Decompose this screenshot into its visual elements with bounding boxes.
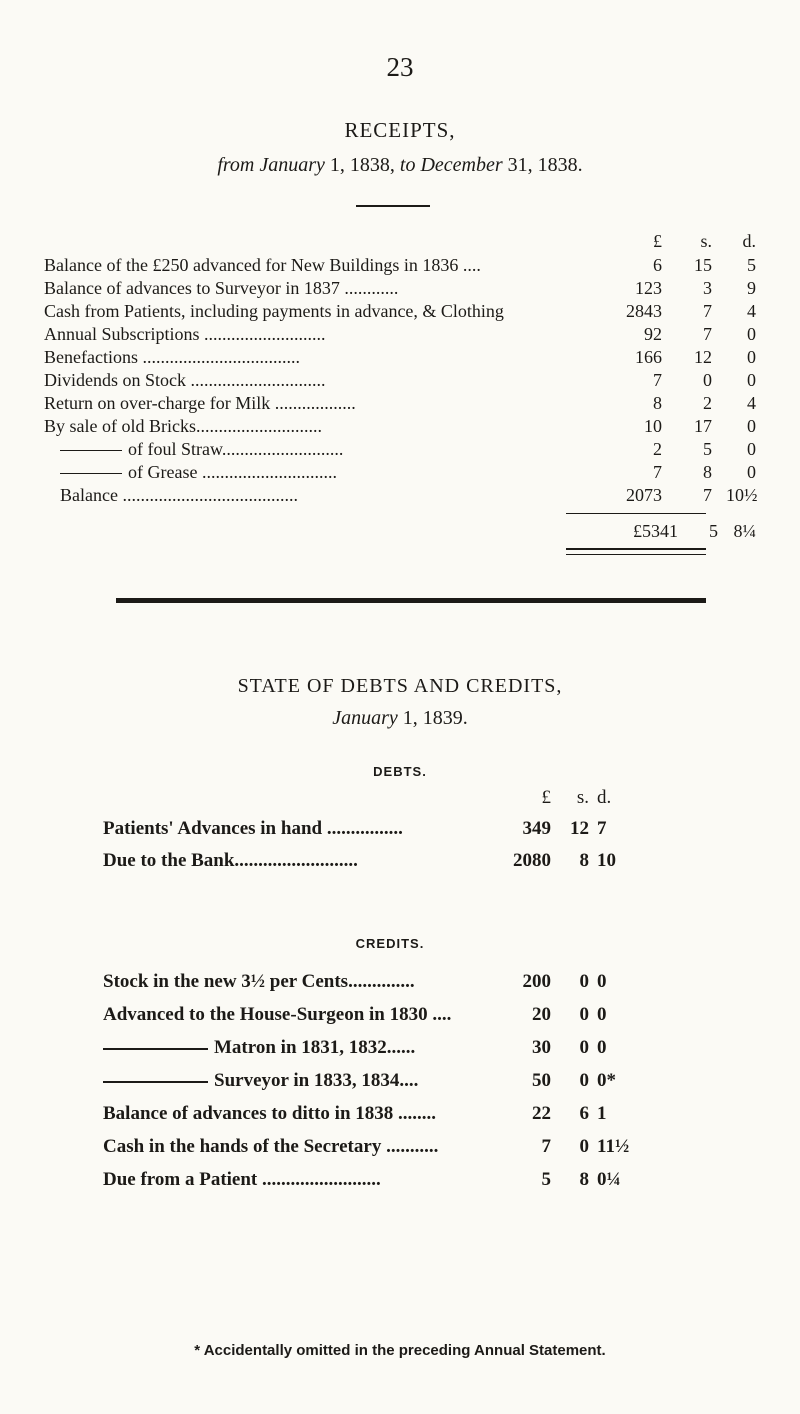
state-date-rest: 1, 1839. [402, 707, 468, 729]
row-pounds: 7 [653, 462, 662, 482]
row-shillings: 17 [694, 416, 712, 436]
table-row [103, 817, 703, 841]
table-row [103, 1168, 703, 1192]
header-shillings: s. [576, 787, 589, 808]
row-pence: 0* [597, 1070, 616, 1091]
ditto-dash [60, 450, 122, 451]
debts-heading: DEBTS. [373, 764, 427, 779]
row-pounds: 20 [532, 1004, 551, 1025]
header-pence: d. [597, 787, 612, 808]
table-row [103, 849, 703, 873]
row-label: Stock in the new 3½ per Cents.............. [103, 971, 415, 992]
table-row [44, 277, 756, 299]
row-shillings: 7 [703, 324, 712, 344]
row-label-text: Matron in 1831, 1832...... [214, 1037, 416, 1058]
row-pounds: 2 [653, 439, 662, 459]
row-label: Cash in the hands of the Secretary ........... [103, 1136, 439, 1157]
subtitle-start-month: January [259, 154, 325, 176]
row-label: Benefactions ................................... [44, 347, 300, 367]
row-shillings: 12 [694, 347, 712, 367]
header-pounds: £ [541, 787, 551, 808]
row-label-text: Surveyor in 1833, 1834.... [214, 1070, 419, 1091]
table-row [103, 970, 703, 994]
row-shillings: 0 [579, 1070, 589, 1091]
row-shillings: 15 [694, 255, 712, 275]
footnote: * Accidentally omitted in the preceding Annual Statement. [194, 1342, 606, 1359]
subtitle-to: to [399, 154, 416, 176]
state-date [0, 707, 800, 730]
row-shillings: 0 [703, 370, 712, 390]
table-row [44, 323, 756, 345]
row-shillings: 5 [703, 439, 712, 459]
row-shillings: 7 [703, 301, 712, 321]
total-rule [566, 513, 706, 514]
table-row [44, 415, 756, 437]
header-pounds: £ [653, 231, 662, 251]
subtitle-end-month: December [420, 154, 503, 176]
row-pence: 1 [597, 1103, 607, 1124]
row-pence: 0 [747, 370, 756, 390]
row-pounds: 10 [644, 416, 662, 436]
receipts-total-row [44, 520, 756, 542]
row-pounds: 5 [541, 1169, 551, 1190]
header-shillings: s. [700, 231, 712, 251]
row-label: Balance of advances to ditto in 1838 ........ [103, 1103, 437, 1124]
row-pounds: 2080 [513, 850, 551, 871]
table-row [44, 346, 756, 368]
row-pence: 9 [747, 278, 756, 298]
row-label: Return on over-charge for Milk .................. [44, 393, 356, 413]
row-pounds: 22 [532, 1103, 551, 1124]
row-shillings: 8 [703, 462, 712, 482]
header-pence: d. [742, 231, 756, 251]
row-shillings: 7 [703, 485, 712, 505]
table-row [103, 1003, 703, 1027]
row-shillings: 8 [579, 850, 589, 871]
row-label [103, 1036, 415, 1060]
receipts-title: RECEIPTS, [344, 118, 456, 142]
row-pence: 4 [747, 393, 756, 413]
table-row [103, 1069, 703, 1093]
total-shillings: 5 [709, 521, 718, 541]
credits-heading: CREDITS. [355, 936, 425, 951]
row-label: Balance of advances to Surveyor in 1837 ............ [44, 278, 399, 298]
table-row [44, 392, 756, 414]
row-label-text: of foul Straw........................... [128, 439, 344, 459]
receipts-subtitle [0, 154, 800, 177]
state-title: STATE OF DEBTS AND CREDITS, [237, 675, 563, 697]
row-label: Advanced to the House-Surgeon in 1830 .... [103, 1004, 452, 1025]
row-label: By sale of old Bricks............................ [44, 416, 322, 436]
subtitle-end-day: 31, 1838. [507, 154, 583, 176]
total-pence: 8¼ [733, 521, 756, 541]
row-pence: 0 [747, 324, 756, 344]
table-row [103, 1135, 703, 1159]
subtitle-start-day: 1, 1838, [329, 154, 395, 176]
subtitle-from: from [217, 154, 255, 176]
row-pounds: 2843 [626, 301, 662, 321]
row-pounds: 2073 [626, 485, 662, 505]
row-label: Balance of the £250 advanced for New Buildings in 1836 .... [44, 255, 481, 275]
row-pounds: 50 [532, 1070, 551, 1091]
row-pence: 0 [747, 347, 756, 367]
row-label: Dividends on Stock .............................. [44, 370, 326, 390]
row-pence: 5 [747, 255, 756, 275]
row-label [60, 438, 343, 460]
table-row [44, 461, 756, 483]
table-row [44, 484, 756, 506]
page-number: 23 [386, 52, 414, 82]
debts-column-headers [103, 786, 703, 810]
row-pence: 7 [597, 818, 607, 839]
row-pence: 0 [597, 971, 607, 992]
heavy-section-rule [116, 598, 706, 603]
ditto-dash [60, 473, 122, 474]
row-label: Cash from Patients, including payments in advance, & Clothing [44, 301, 504, 321]
section-divider [356, 205, 430, 207]
ditto-dash [103, 1048, 208, 1050]
table-row [103, 1036, 703, 1060]
row-shillings: 12 [570, 818, 589, 839]
row-shillings: 0 [579, 971, 589, 992]
table-row [44, 438, 756, 460]
receipts-column-headers [44, 230, 756, 252]
row-pence: 0¼ [597, 1169, 621, 1190]
table-row [103, 1102, 703, 1126]
table-row [44, 369, 756, 391]
row-label [60, 461, 337, 483]
row-pounds: 123 [635, 278, 662, 298]
row-pence: 4 [747, 301, 756, 321]
row-pounds: 200 [522, 971, 551, 992]
table-row [44, 300, 756, 322]
row-shillings: 8 [579, 1169, 589, 1190]
row-label: Balance ....................................... [60, 485, 298, 505]
row-label: Patients' Advances in hand ................ [103, 818, 403, 839]
row-pounds: 349 [522, 818, 551, 839]
row-pence: 10 [597, 850, 616, 871]
row-shillings: 0 [579, 1037, 589, 1058]
row-pence: 0 [597, 1037, 607, 1058]
row-label: Annual Subscriptions ........................... [44, 324, 326, 344]
row-pence: 0 [747, 462, 756, 482]
row-pounds: 166 [635, 347, 662, 367]
row-pence: 11½ [597, 1136, 630, 1157]
table-row [44, 254, 756, 276]
row-shillings: 2 [703, 393, 712, 413]
row-label [103, 1069, 418, 1093]
row-pounds: 6 [653, 255, 662, 275]
total-pounds: £5341 [633, 521, 678, 541]
row-pence: 0 [747, 439, 756, 459]
row-shillings: 6 [579, 1103, 589, 1124]
state-date-month: January [332, 707, 398, 729]
ditto-dash [103, 1081, 208, 1083]
row-pounds: 7 [653, 370, 662, 390]
row-pence: 0 [597, 1004, 607, 1025]
row-shillings: 3 [703, 278, 712, 298]
row-label: Due to the Bank.......................... [103, 850, 358, 871]
total-double-rule [566, 548, 706, 555]
row-pence: 0 [747, 416, 756, 436]
row-label: Due from a Patient ......................... [103, 1169, 381, 1190]
row-shillings: 0 [579, 1136, 589, 1157]
row-pounds: 92 [644, 324, 662, 344]
row-pounds: 7 [541, 1136, 551, 1157]
row-pence: 10½ [726, 485, 758, 505]
row-shillings: 0 [579, 1004, 589, 1025]
row-pounds: 30 [532, 1037, 551, 1058]
row-pounds: 8 [653, 393, 662, 413]
row-label-text: of Grease .............................. [128, 462, 337, 482]
